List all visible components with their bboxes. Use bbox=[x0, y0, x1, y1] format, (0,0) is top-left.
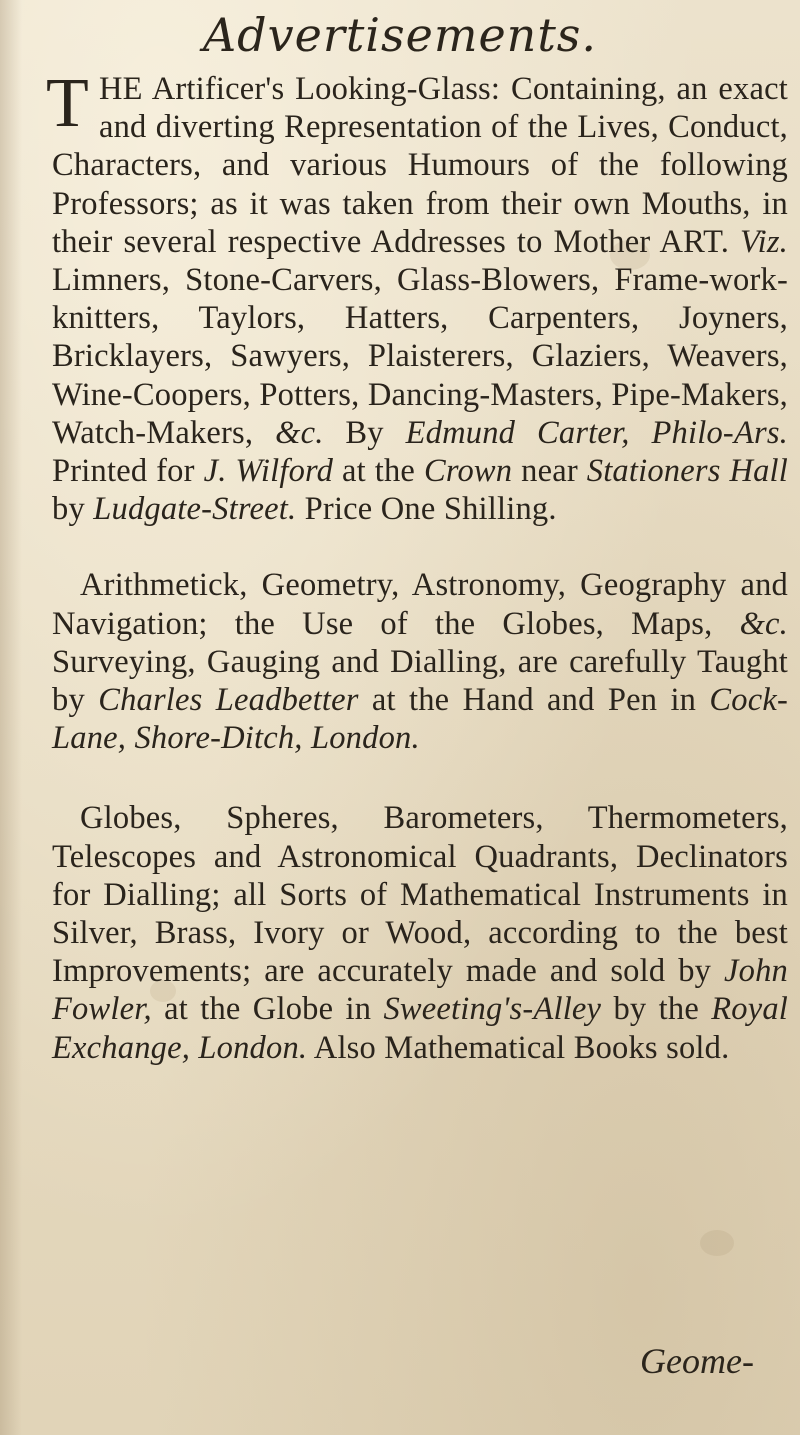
ad1-printed-for: Printed for bbox=[52, 453, 195, 490]
ad3-text: Globes, Spheres, Barometers, Thermometers, Telescopes and Astronomical Quadrants, Declinators for Dialling; all Sorts of Mathematical Instruments in Silver, Brass, Ivory or Wood, according to the best Improvements; are accurately made and sold by bbox=[52, 800, 788, 990]
ad1-near: near bbox=[521, 453, 578, 490]
ad1-street: Ludgate-Street. bbox=[93, 491, 297, 528]
ad3-alley: Sweeting's-Alley bbox=[383, 991, 602, 1028]
advertisement-looking-glass bbox=[46, 65, 789, 528]
ad2-text: Arithmetick, Geometry, Astronomy, Geography and Navigation; the Use of the Globes, Maps, bbox=[52, 567, 788, 642]
drop-cap: T bbox=[46, 65, 89, 142]
ad1-trades: Limners, Stone-Carvers, Glass-Blowers, Frame-work-knitters, Taylors, Hatters, Carpenters, Joyners, Bricklayers, Sawyers, Plaisterers, Glaziers, Weavers, Wine-Coopers, Potters, Dancing-Masters, Pipe-Makers, Watch-Makers, bbox=[52, 262, 788, 451]
advertisements-body bbox=[46, 65, 789, 1067]
ad1-by2: by bbox=[52, 491, 85, 528]
ad1-price: Price One Shilling. bbox=[304, 491, 557, 528]
advertisement-instruments bbox=[52, 799, 788, 1066]
ad1-viz: Viz. bbox=[739, 223, 788, 260]
ad3-by: by the bbox=[613, 991, 699, 1028]
ad3-exchange: Royal Exchange, London. bbox=[52, 991, 789, 1066]
ad1-sign: Crown bbox=[423, 453, 513, 490]
ad1-by: By bbox=[345, 414, 384, 451]
ad2-teacher: Charles Leadbetter bbox=[98, 682, 359, 719]
ad3-maker: John Fowler, bbox=[52, 953, 788, 1028]
ad2-etc: &c. bbox=[739, 605, 788, 642]
page-heading: Advertisements. bbox=[202, 8, 598, 62]
ad2-subjects: Surveying, Gauging and Dialling, are carefully Taught by bbox=[52, 643, 788, 719]
ad1-text: HE Artificer's Looking-Glass: Containing, an exact and diverting Representation of the Lives, Conduct, Characters, and various Humours of the following Professors; as it was taken from their own Mouths, in their several respective Addresses to Mother ART. bbox=[52, 71, 788, 260]
foxing-spot bbox=[700, 1230, 734, 1256]
catchword: Geome- bbox=[640, 1341, 754, 1381]
advertisement-teaching bbox=[52, 566, 788, 757]
ad3-at: at the Globe in bbox=[164, 991, 372, 1028]
ad2-address: Cock-Lane, Shore-Ditch, London. bbox=[52, 682, 789, 757]
ad1-hall: Stationers Hall bbox=[586, 453, 789, 490]
ad1-printer: J. Wilford bbox=[203, 453, 334, 490]
ad2-at: at the Hand and Pen in bbox=[371, 682, 697, 719]
ad1-author: Edmund Carter, Philo-Ars. bbox=[405, 414, 788, 451]
ad1-at-the: at the bbox=[342, 453, 416, 490]
ad3-books: Also Mathematical Books sold. bbox=[313, 1029, 730, 1066]
ad1-etc: &c. bbox=[275, 414, 324, 451]
